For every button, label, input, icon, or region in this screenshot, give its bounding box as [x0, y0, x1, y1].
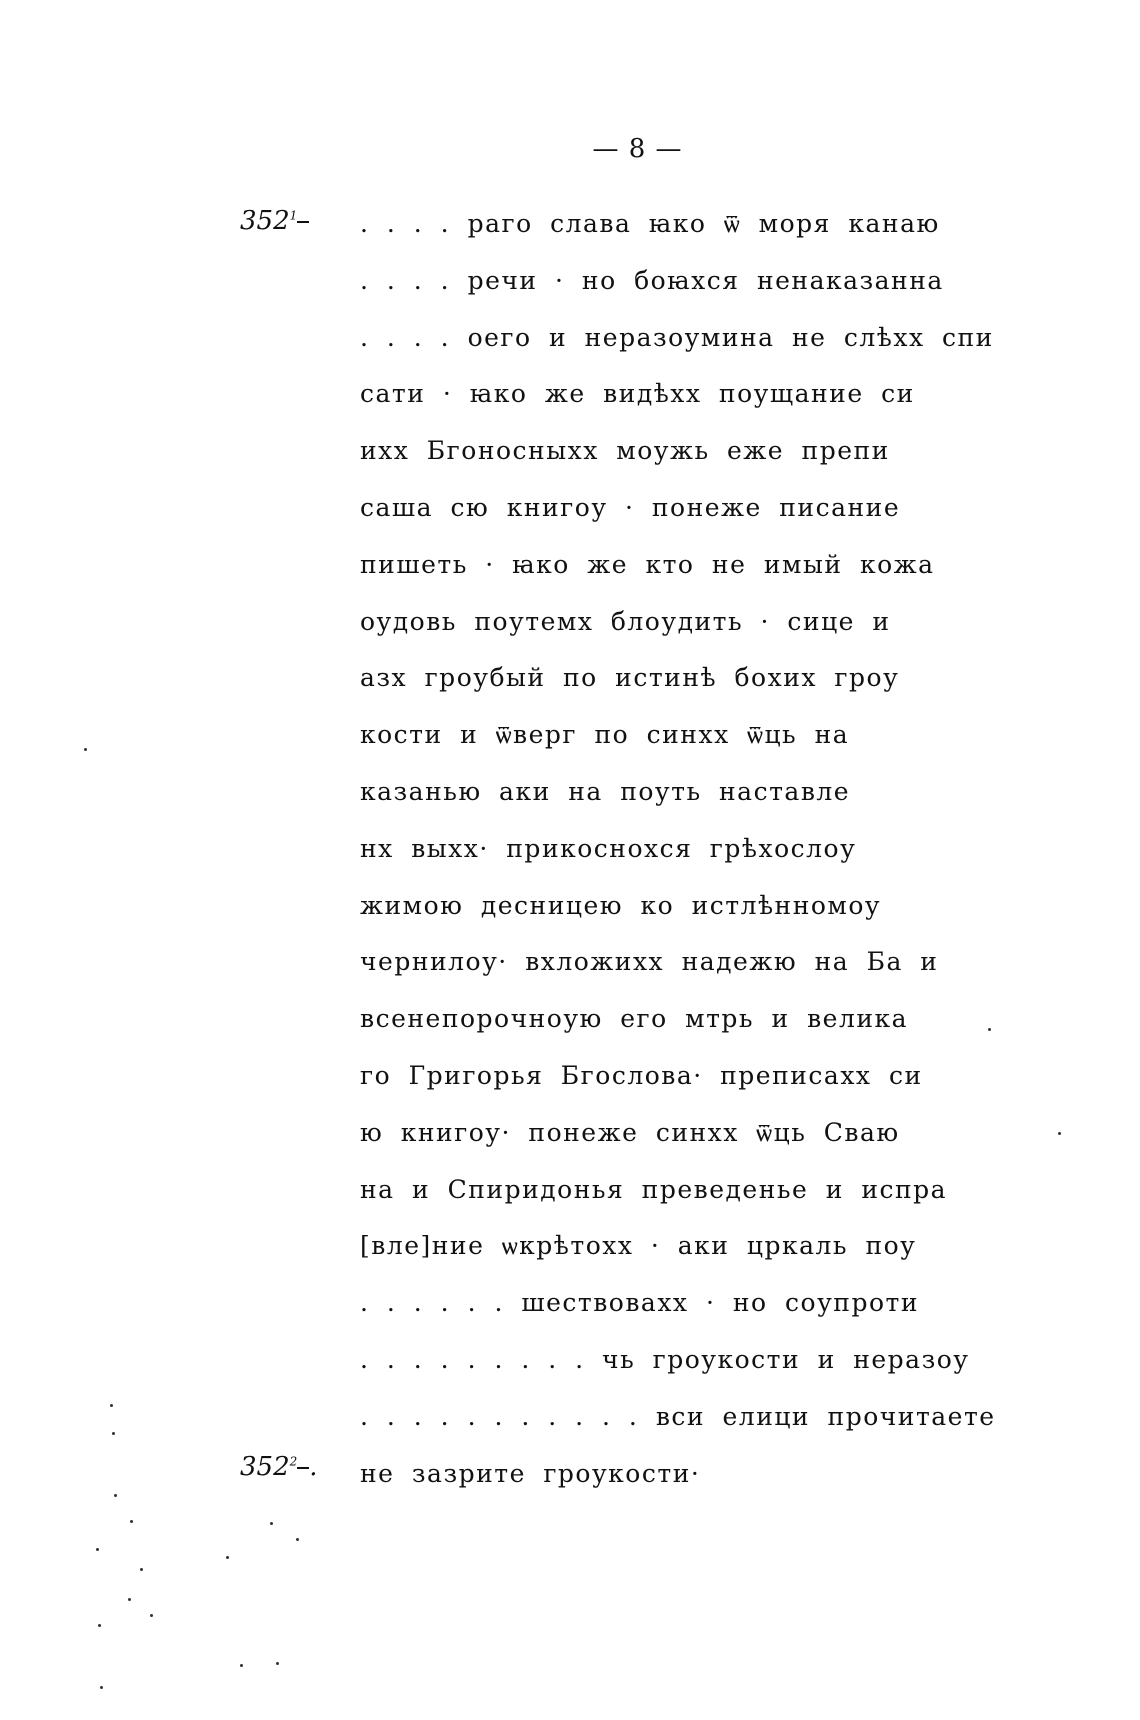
margin-note-underline — [297, 221, 309, 223]
scan-speck — [128, 1598, 131, 1601]
margin-note-number: 352 — [240, 206, 290, 236]
scan-speck — [270, 1522, 273, 1525]
text-line: казанью аки на поуть наставле — [360, 776, 851, 806]
scan-speck — [96, 1548, 99, 1551]
text-line: жимою десницею ко истлѣнномоу — [360, 890, 882, 920]
text-line: пишеть · ꙗко же кто не имый кожа — [360, 549, 935, 579]
page-number: — 8 — — [592, 134, 683, 164]
text-line: сати · ꙗко же видѣхх поущание си — [360, 379, 915, 409]
text-line: . . . . . . шествовахх · но соупроти — [360, 1288, 920, 1318]
text-line: азх гроубый по истинѣ бохих гроу — [360, 663, 900, 693]
margin-note-1 — [240, 206, 309, 236]
margin-note-underline — [297, 1467, 309, 1469]
scan-speck — [240, 1664, 243, 1667]
scan-speck — [226, 1556, 229, 1559]
scan-speck — [114, 1494, 117, 1497]
text-line: чернилоу· вхложихх надежю на Ба и — [360, 947, 939, 977]
manuscript-text-block — [360, 208, 996, 1514]
scan-speck — [296, 1538, 299, 1541]
text-line: го Григорья Бгослова· преписахх си — [360, 1060, 923, 1090]
scan-speck — [110, 1404, 113, 1407]
text-line: . . . . оего и неразоумина не слѣхх спи — [360, 322, 994, 352]
text-line: ихх Бгоносныхх моужь еже препи — [360, 436, 890, 466]
scan-speck — [1058, 1132, 1061, 1135]
scan-speck — [150, 1614, 153, 1617]
text-line: саша сю книгоу · понеже писание — [360, 492, 901, 522]
scan-speck — [276, 1662, 279, 1665]
text-line: . . . . . . . . . чь гроукости и неразоу — [360, 1344, 970, 1374]
text-line: кости и ѿверг по синхх ѿць на — [360, 720, 850, 750]
text-line: оудовь поутемх блоудить · сице и — [360, 606, 891, 636]
text-line: . . . . раго слава ꙗко ѿ моря канаю — [360, 209, 940, 238]
text-line: нх выхх· прикоснохся грѣхослоу — [360, 833, 857, 863]
scan-speck — [100, 1686, 103, 1689]
margin-note-2: $352^2$ . — [240, 1452, 318, 1482]
text-line: [вле]ние ѡкрѣтохх · аки цркаль поу — [360, 1231, 917, 1261]
text-line: ю книгоу· понеже синхх ѿць Сваю — [360, 1117, 900, 1147]
margin-note-superscript: 1 — [289, 208, 298, 223]
scan-speck — [112, 1432, 115, 1435]
margin-note-superscript: 2 — [289, 1454, 298, 1469]
text-line: . . . . . . . . . . . вси елици прочитаете — [360, 1401, 996, 1431]
scan-speck — [84, 748, 87, 751]
scan-speck — [140, 1568, 143, 1571]
scan-speck — [130, 1520, 133, 1523]
text-line: не зазрите гроукости· — [360, 1458, 701, 1488]
text-line: всенепорочноую его мтрь и велика — [360, 1004, 909, 1034]
text-line: на и Спиридонья преведенье и испра — [360, 1174, 948, 1204]
scan-speck — [98, 1624, 101, 1627]
scan-speck — [988, 1028, 991, 1031]
margin-note-number: 352 — [240, 1452, 290, 1482]
text-line: . . . . речи · но боꙗхся ненаказанна — [360, 265, 944, 295]
